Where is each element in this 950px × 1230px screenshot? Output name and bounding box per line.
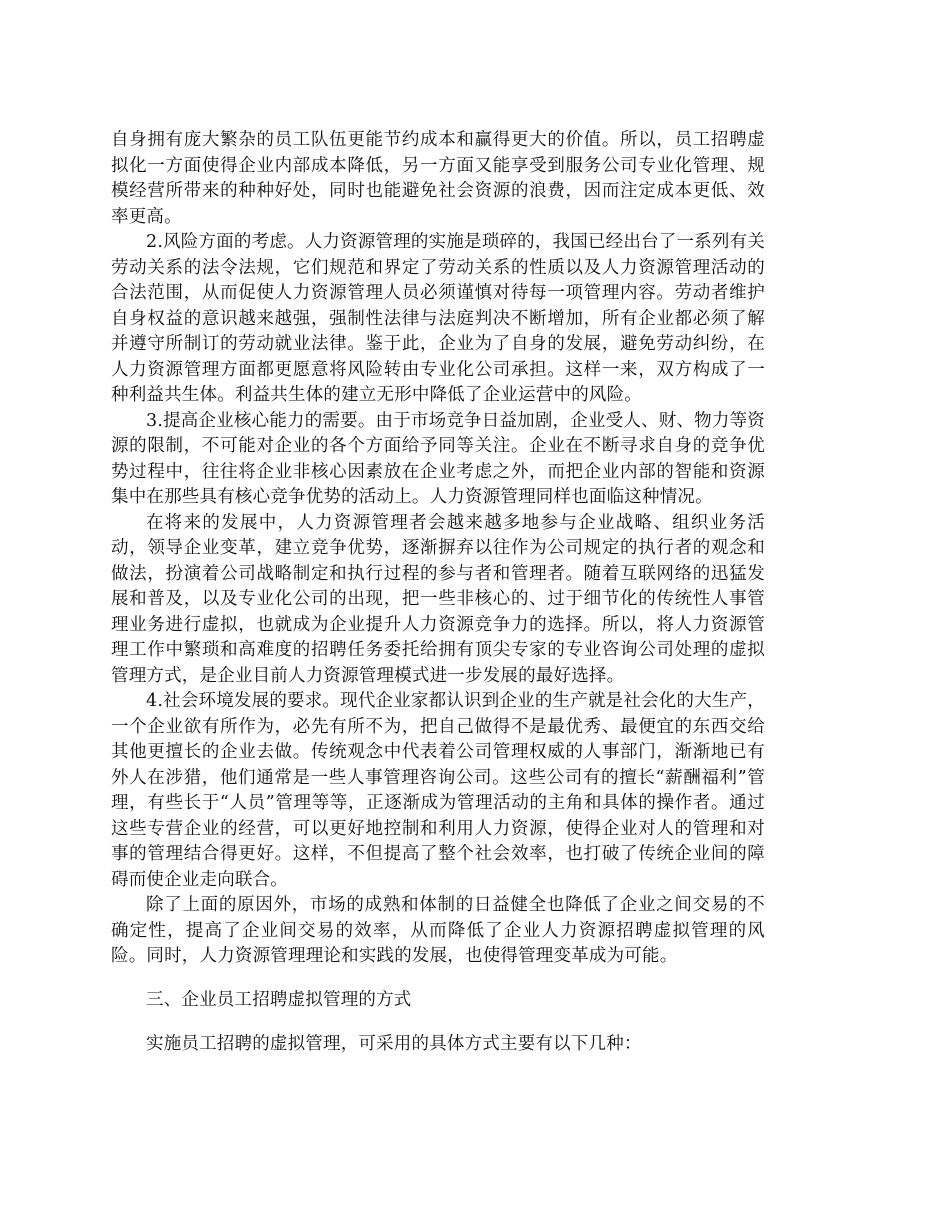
paragraph-methods-intro: 实施员工招聘的虚拟管理，可采用的具体方式主要有以下几种： bbox=[146, 1034, 642, 1054]
paragraph-core-competence: 3.提高企业核心能力的需要。由于市场竞争日益加剧，企业受人、财、物力等资源的限制，不可能对企业的各个方面给予同等关注。企业在不断寻求自身的竞争优势过程中，往往将企业非核心因素放在企业考虑之外，而把企业内部的智能和资源集中在那些具有核心竞争优势的活动上。人力资源管理同样也面临这种情况。 bbox=[111, 410, 765, 507]
paragraph-risk: 2.风险方面的考虑。人力资源管理的实施是琐碎的，我国已经出台了一系列有关劳动关系的法令法规，它们规范和界定了劳动关系的性质以及人力资源管理活动的合法范围，从而促使人力资源管理人员必须谨慎对待每一项管理内容。劳动者维护自身权益的意识越来越强，强制性法律与法庭判决不断增加，所有企业都必须了解并遵守所制订的劳动就业法律。鉴于此，企业为了自身的发展，避免劳动纠纷，在人力资源管理方面都更愿意将风险转由专业化公司承担。这样一来，双方构成了一种利益共生体。利益共生体的建立无形中降低了企业运营中的风险。 bbox=[111, 232, 765, 405]
paragraph-future-development: 在将来的发展中，人力资源管理者会越来越多地参与企业战略、组织业务活动，领导企业变革，建立竞争优势，逐渐摒弃以往作为公司规定的执行者的观念和做法，扮演着公司战略制定和执行过程的参与者和管理者。随着互联网络的迅猛发展和普及，以及专业化公司的出现，把一些非核心的、过于细节化的传统性人事管理业务进行虚拟，也就成为企业提升人力资源竞争力的选择。所以，将人力资源管理工作中繁琐和高难度的招聘任务委托给拥有顶尖专家的专业咨询公司处理的虚拟管理方式，是企业目前人力资源管理模式进一步发展的最好选择。 bbox=[111, 512, 765, 686]
paragraph-continuation: 自身拥有庞大繁杂的员工队伍更能节约成本和赢得更大的价值。所以，员工招聘虚拟化一方面使得企业内部成本降低，另一方面又能享受到服务公司专业化管理、规模经营所带来的种种好处，同时也能避免社会资源的浪费，因而注定成本更低、效率更高。 bbox=[111, 130, 765, 227]
paragraph-market-maturity: 除了上面的原因外，市场的成熟和体制的日益健全也降低了企业之间交易的不确定性，提高了企业间交易的效率，从而降低了企业人力资源招聘虚拟管理的风险。同时，人力资源管理理论和实践的发展，也使得管理变革成为可能。 bbox=[111, 895, 765, 966]
paragraph-social-environment: 4.社会环境发展的要求。现代企业家都认识到企业的生产就是社会化的大生产，一个企业欲有所作为，必先有所不为，把自己做得不是最优秀、最便宜的东西交给其他更擅长的企业去做。传统观念中代表着公司管理权威的人事部门，渐渐地已有外人在涉猎，他们通常是一些人事管理咨询公司。这些公司有的擅长“薪酬福利”管理，有些长于“人员”管理等等，正逐渐成为管理活动的主角和具体的操作者。通过这些专营企业的经营，可以更好地控制和利用人力资源，使得企业对人的管理和对事的管理结合得更好。这样，不但提高了整个社会效率，也打破了传统企业间的障碍而使企业走向联合。 bbox=[111, 691, 765, 890]
section-heading: 三、企业员工招聘虚拟管理的方式 bbox=[146, 989, 412, 1010]
document-body bbox=[111, 128, 765, 1058]
